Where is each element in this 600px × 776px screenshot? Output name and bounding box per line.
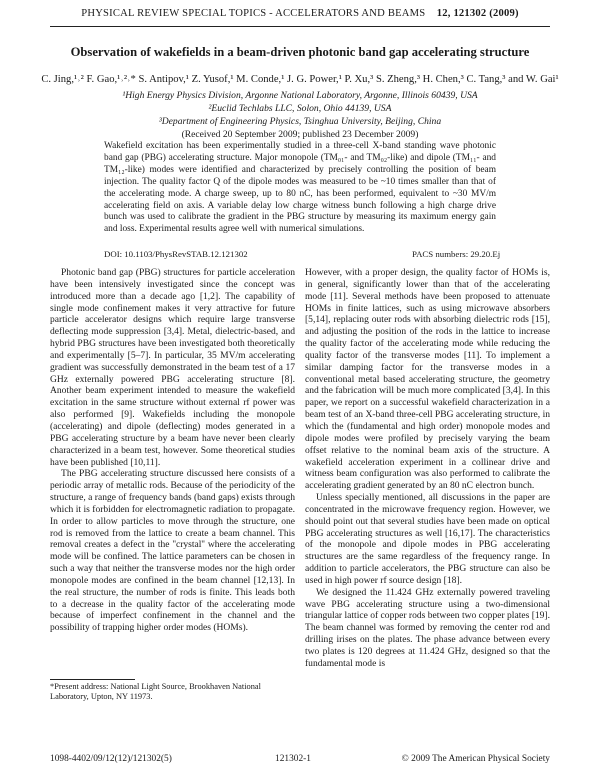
volume-info: 12, 121302 (2009)	[436, 8, 519, 19]
right-column	[305, 267, 550, 670]
left-column	[50, 267, 295, 634]
footer-copyright: © 2009 The American Physical Society	[401, 754, 550, 764]
journal-name: PHYSICAL REVIEW SPECIAL TOPICS - ACCELERATORS AND BEAMS	[81, 8, 426, 19]
running-header	[50, 8, 550, 24]
affiliation-1: ¹High Energy Physics Division, Argonne National Laboratory, Argonne, Illinois 60439, USA	[122, 90, 478, 101]
author-list: C. Jing,¹˒² F. Gao,¹˒²˒* S. Antipov,¹ Z. Yusof,¹ M. Conde,¹ J. G. Power,¹ P. Xu,³ S. Zheng,³ H. Chen,³ C. Tang,³ and W. Gai¹	[41, 74, 559, 85]
page-number: 121302-1	[275, 754, 311, 764]
affiliation-2: ²Euclid Techlabs LLC, Solon, Ohio 44139, USA	[208, 103, 392, 114]
received-date: (Received 20 September 2009; published 23 December 2009)	[181, 129, 419, 140]
pacs-numbers: PACS numbers: 29.20.Ej	[412, 249, 501, 259]
body-paragraph: Photonic band gap (PBG) structures for particle acceleration have been intensively investigated since the concept was introduced more than a decade ago [1,2]. The capability of single mode confinement makes it very attractive for future particle accelerator designs which require large transverse deflecting mode suppression [3,4]. Metal, dielectric-based, and hybrid PBG structures have been investigated both theoretically and experimentally [5–7]. In particular, 35 MV/m accelerating gradient was successfully demonstrated in the beam test of a 17 GHz externally powered PBG accelerating structure [8]. Another beam experiment intended to measure the wakefield excitation in the same structure without external rf power was also performed [9]. Wakefields including the monopole (accelerating) and dipole (deflecting) modes generated in a PBG accelerating structure by a beam have never been clearly characterized in a beam test, however. Some theoretical studies have been published [10,11].	[50, 267, 295, 468]
affiliation-3: ³Department of Engineering Physics, Tsinghua University, Beijing, China	[158, 116, 442, 127]
body-paragraph: The PBG accelerating structure discussed here consists of a periodic array of metallic rods. Because of the periodicity of the structure, a range of frequency bands (band gaps) exists through which it is forbidden for electromagnetic radiation to propagate. In order to allow particles to move through the structure, one rod is removed from the lattice to create a beam channel. This removal creates a defect in the ''crystal'' where the accelerating mode will be confined. The lattice parameters can be chosen in such a way that neither the transverse modes nor the high order monopole modes are confined in the beam channel [12,13]. In the real structure, the number of rods is finite. This leads both to a decrease in the quality factor of the accelerating mode because of imperfect confinement in the channel and the possibility of trapping higher order modes (HOMs).	[50, 468, 295, 634]
footnote-rule	[50, 679, 135, 680]
header-rule	[50, 26, 550, 27]
abstract: Wakefield excitation has been experimentally studied in a three-cell X-band standing wave photonic band gap (PBG) accelerating structure. Major monopole (TM₀₁- and TM₀₂-like) and dipole (TM₁₁- and TM₁₂-like) modes were identified and characterized by precisely controlling the position of beam injection. The quality factor Q of the dipole modes was measured to be ~10 times smaller than that of the accelerating mode. A charge sweep, up to 80 nC, has been performed, equivalent to ~30 MV/m accelerating field on axis. A variable delay low charge witness bunch following a high charge drive bunch was used to calibrate the gradient in the PBG structure by measuring its maximum energy gain and loss. Experimental results agree well with numerical simulations.	[104, 141, 496, 235]
body-paragraph: We designed the 11.424 GHz externally powered traveling wave PBG accelerating structure using a two-dimensional triangular lattice of copper rods between two copper plates [19]. The beam channel was formed by removing the center rod and drilling irises on the plates. The phase advance between every two plates is 120 degrees at 11.424 GHz, designed so that the fundamental mode is	[305, 586, 550, 669]
body-paragraph: However, with a proper design, the quality factor of HOMs is, in general, significantly lower than that of the accelerating mode [11]. Several methods have been proposed to attenuate HOMs in finite lattices, such as using microwave absorbers [5,14], replacing outer rods with absorbing dielectric rods [15], and adjusting the position of the rods in the lattice to increase the quality factor of the accelerating mode while reducing the quality factor of the transverse modes [11]. To implement a similar damping factor for the transverse modes in a conventional metal based accelerating structure, the geometry and the fabrication will be much more complicated [3,4]. In this paper, we report on a successful wakefield characterization in a beam test of an X-band three-cell PBG accelerating structure, in which the (fundamental and high order) monopole modes and dipole modes were profiled by precisely varying the beam offset relative to the nominal beam axis of the structure. A wakefield acceleration experiment in a collinear drive and witness beam configuration was also performed to calibrate the accelerating gradient generated by an 80 nC electron bunch.	[305, 267, 550, 492]
body-paragraph: Unless specially mentioned, all discussions in the paper are concentrated in the microwave frequency region. However, we should point out that several studies have been made on optical PBG accelerating structures as well [16,17]. The characteristics of the monopole and dipole modes in PBG accelerating structures are the same regardless of the frequency range. In addition to particle accelerators, the PBG structure can also be used in high power rf source design [18].	[305, 492, 550, 586]
footer-issn: 1098-4402/09/12(12)/121302(5)	[50, 754, 172, 764]
doi-link[interactable]: DOI: 10.1103/PhysRevSTAB.12.121302	[104, 249, 248, 259]
paper-title: Observation of wakefields in a beam-driven photonic band gap accelerating structure	[70, 45, 530, 59]
footnote: *Present address: National Light Source, Brookhaven National Laboratory, Upton, NY 11973.	[50, 682, 261, 702]
